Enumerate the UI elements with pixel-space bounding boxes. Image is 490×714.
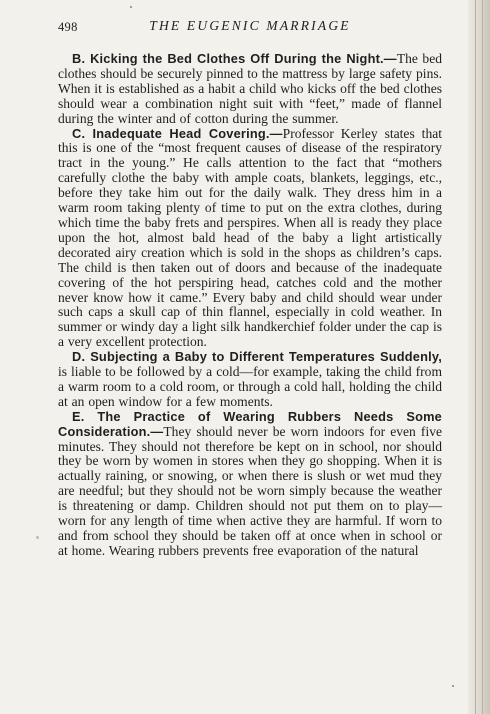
print-speck	[130, 6, 132, 8]
paragraph-temperatures	[58, 350, 442, 410]
gutter-line	[482, 0, 483, 714]
gutter-line	[475, 0, 476, 714]
paragraph-kicking-bed-clothes	[58, 52, 442, 127]
paragraph-heading: E. The Practice of Wearing Rubbers Needs Some Consideration.—	[58, 408, 442, 439]
running-head	[58, 18, 442, 38]
paragraph-body: is liable to be followed by a cold—for example, taking the child from a warm room to a cold room, or through a cold hall, holding the child at an open window for a few moments.	[58, 364, 442, 409]
paragraph-head-covering	[58, 127, 442, 351]
paragraph-body: Professor Kerley states that this is one of the “most frequent causes of disease of the respiratory tract in the young.” He calls attention to the fact that “mothers carefully clothe the baby with ample coats, blankets, leggings, etc., before they take him out for the daily walk. They dress him in a warm room taking plenty of time to put on the extra clothes, during which time the baby frets and perspires. When all is ready they place upon the hot, almost bald head of the baby a light artistically decorated airy creation which is sold in the shops as children’s caps. The child is then taken out of doors and because of the inadequate covering of the hot perspiring head, catches cold and the mother never know how it came.” Every baby and child should wear under such caps a skull cap of thin flannel, especially in cold weather. In summer or windy day a light silk handkerchief folder under the cap is a very excellent protection.	[58, 125, 442, 350]
page-gutter-shadow	[468, 0, 490, 714]
paragraph-body: They should never be worn indoors for even five minutes. They should not therefore be kept on in school, nor should they be worn by women in stores when they go shopping. When it is actually raining, or snowing, or when there is slush or wet mud they are needful; but they should not be worn simply because the weather is threatening or damp. Children should not put them on to play—worn for any length of time when active they are harmful. If worn to and from school they should be taken off at once when in school or at home. Wearing rubbers prevents free evaporation of the natural	[58, 423, 442, 558]
paragraph-heading: B. Kicking the Bed Clothes Off During the Night.—	[72, 51, 397, 66]
print-speck	[36, 536, 39, 539]
book-title: THE EUGENIC MARRIAGE	[149, 18, 351, 33]
paragraph-heading: D. Subjecting a Baby to Different Temperatures Suddenly,	[72, 349, 442, 365]
page-number: 498	[58, 20, 78, 34]
body-text	[58, 52, 442, 559]
print-speck	[452, 685, 454, 687]
book-page	[58, 18, 442, 559]
paragraph-wearing-rubbers	[58, 410, 442, 559]
paragraph-heading: C. Inadequate Head Covering.—	[72, 125, 283, 141]
paragraph-body: The bed clothes should be securely pinned to the mattress by large safety pins. When it is established as a habit a child who kicks off the bed clothes should wear a combination night suit with “feet,” made of flannel during the winter and of cotton during the summer.	[58, 51, 442, 126]
